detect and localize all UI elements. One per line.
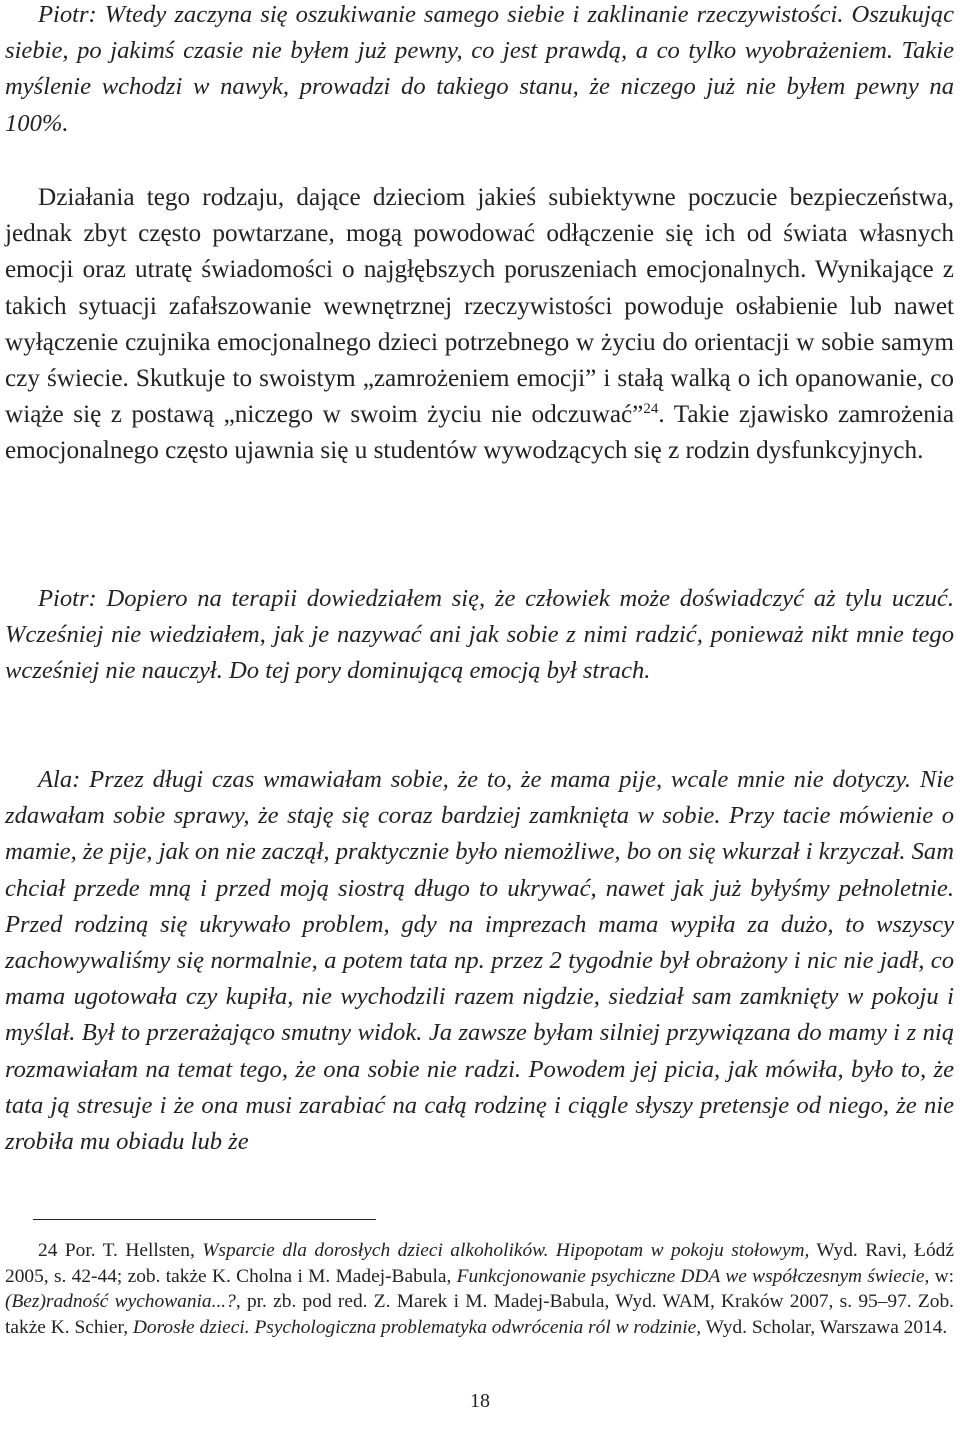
quote-piotr-1: Piotr: Wtedy zaczyna się oszukiwanie samego siebie i zaklinanie rzeczywistości. Oszukując siebie, po jakimś czasie nie byłem już pewny, co jest prawdą, a co tylko wyobrażeniem. Takie myślenie wchodzi w nawyk, prowadzi do takiego stanu, że niczego już nie byłem pewny na 100%. (5, 1, 954, 137)
footnote-text: Por. T. Hellsten, (64, 1240, 203, 1261)
footnote-text: , w: (924, 1265, 955, 1287)
main-paragraph-text-continued: . Takie zjawisko zamrożenia emocjonalnego często ujawnia się u studentów wywodzących się z rodzin dysfunkcyjnych. (5, 401, 955, 465)
footnote-number: 24 (38, 1240, 58, 1261)
footnote-title: Wsparcie dla dorosłych dzieci alkoholików. Hipopotam w pokoju stołowym, (202, 1240, 810, 1261)
main-paragraph (5, 180, 954, 470)
main-paragraph-text: Działania tego rodzaju, dające dzieciom jakieś subiektywne poczucie bezpieczeństwa, jednak zbyt często powtarzane, mogą powodować odłączenie się ich od świata własnych emocji oraz utratę świadomości o najgłębszych poruszeniach emocjonalnych. Wynikające z takich sytuacji zafałszowanie wewnętrznej rzeczywistości powoduje osłabienie lub nawet wyłączenie czujnika emocjonalnego dzieci potrzebnego w życiu do orientacji w sobie samym czy świecie. Skutkuje to swoistym „zamrożeniem emocji” i stałą walką o ich opanowanie, co wiąże się z postawą „niczego w swoim życiu nie odczuwać” (5, 184, 954, 429)
quote-ala: Ala: Przez długi czas wmawiałam sobie, że to, że mama pije, wcale mnie nie dotyczy. Nie zdawałam sobie sprawy, że staję się coraz bardziej zamknięta w sobie. Przy tacie mówienie o mamie, że pije, jak on nie zaczął, praktycznie było niemożliwe, bo on się wkurzał i krzyczał. Sam chciał przede mną i przed moją siostrą długo to ukrywać, nawet jak już byłyśmy pełnoletnie. Przed rodziną się ukrywało problem, gdy na imprezach mama wypiła za dużo, to wszyscy zachowywaliśmy się normalnie, a potem tata np. przez 2 tygodnie był obrażony i nic nie jadł, co mama ugotowała czy kupiła, nie wychodzili razem nigdzie, siedział sam zamknięty w pokoju i myślał. Był to przerażająco smutny widok. Ja zawsze byłam silniej przywiązana do mamy i z nią rozmawiałam na temat tego, że ona sobie nie radzi. Powodem jej picia, jak mówiła, było to, że tata ją stresuje i że ona musi zarabiać na całą rodzinę i ciągle słyszy pretensje od niego, że nie zrobiła mu obiadu lub że (5, 766, 954, 1156)
page-number: 18 (470, 1390, 490, 1412)
quote-piotr-2: Piotr: Dopiero na terapii dowiedziałem się, że człowiek może doświadczyć aż tylu uczuć. Wcześniej nie wiedziałem, jak je nazywać ani jak sobie z nimi radzić, ponieważ nikt mnie tego wcześniej nie nauczył. Do tej pory dominującą emocją był strach. (5, 585, 954, 685)
footnote-text: Wyd. Ravi, Łódź 2005, s. 42-44; zob. także K. Cholna i M. Madej-Babula, (5, 1240, 954, 1287)
footnote-title: Funkcjonowanie psychiczne DDA we współczesnym świecie (456, 1265, 925, 1287)
footnote-title: (Bez)radność wychowania...? (5, 1291, 236, 1313)
footnote-text: Wyd. Scholar, Warszawa 2014. (701, 1317, 948, 1339)
footnote-text: , pr. zb. pod red. Z. Marek i M. Madej-Babula, Wyd. WAM, Kraków 2007, s. 95–97. Zob. także K. Schier, (5, 1291, 954, 1339)
footnote-separator (33, 1219, 376, 1220)
footnote (5, 1238, 954, 1341)
footnote-title: Dorosłe dzieci. Psychologiczna problematyka odwrócenia ról w rodzinie, (132, 1317, 702, 1339)
footnote-reference: 24 (643, 401, 659, 418)
